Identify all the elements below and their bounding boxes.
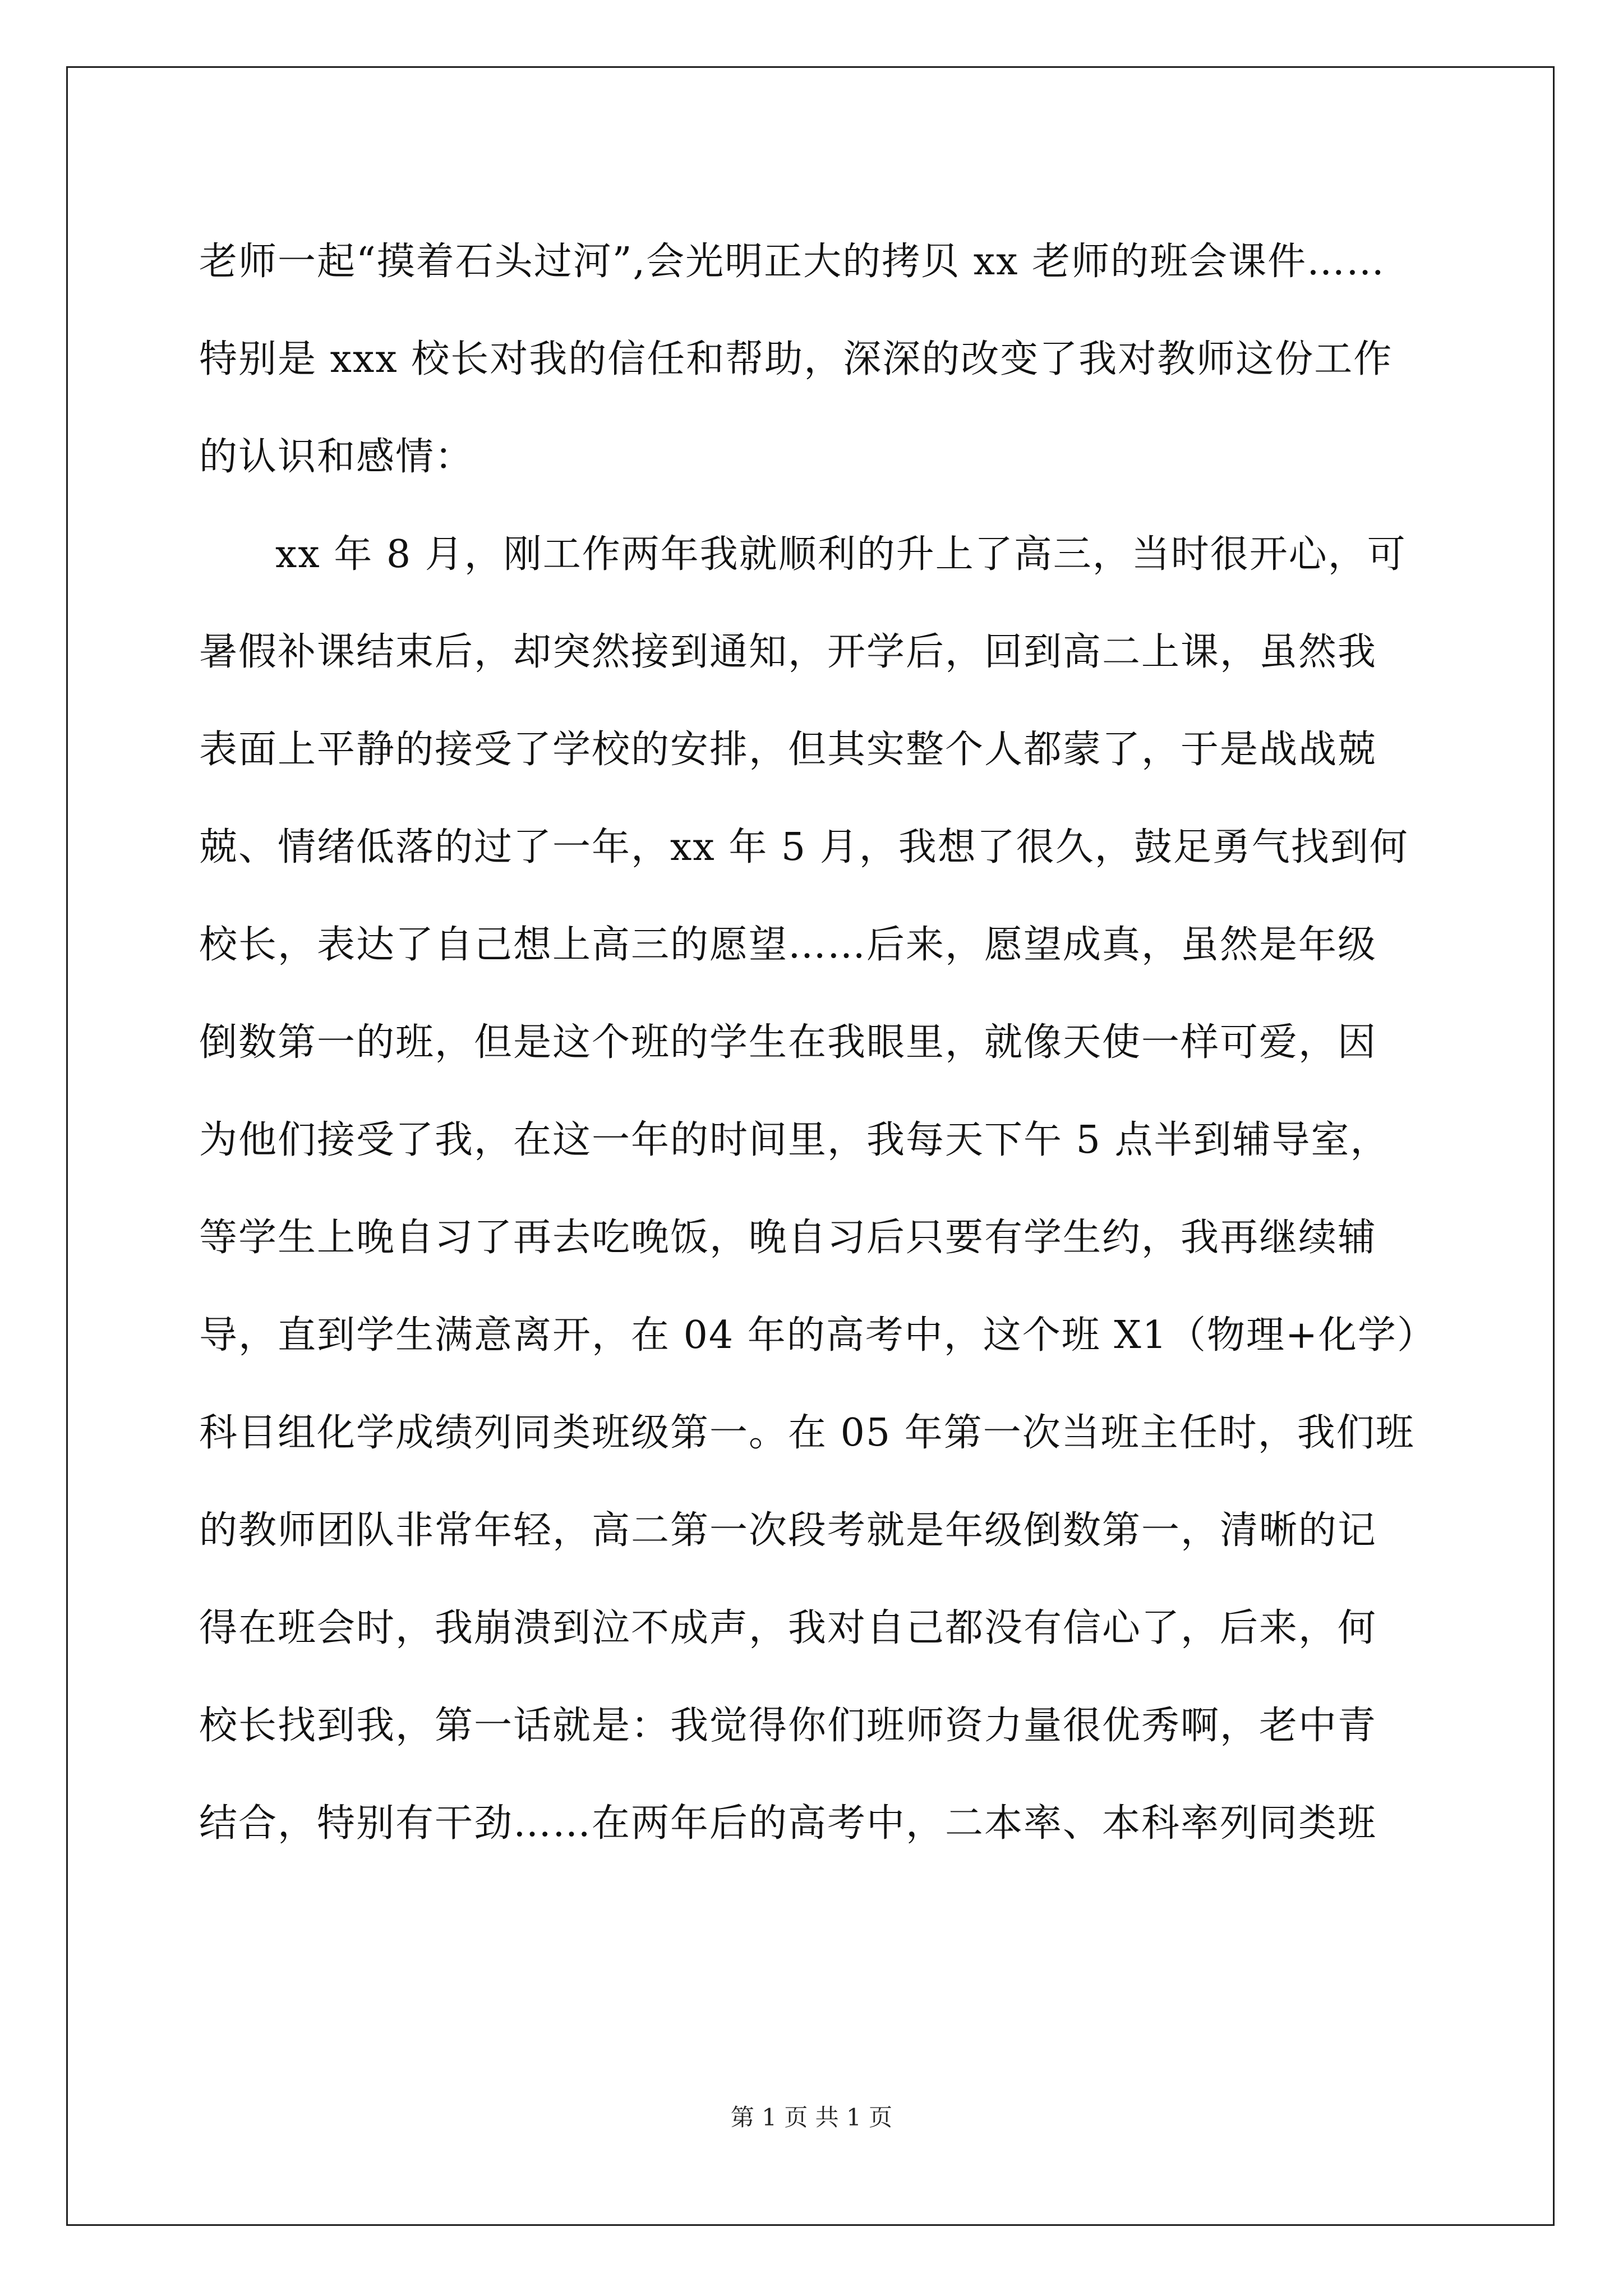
text-line: 倒数第一的班，但是这个班的学生在我眼里，就像天使一样可爱，因 — [199, 1020, 1377, 1065]
text-line: 等学生上晚自习了再去吃晚饭，晚自习后只要有学生约，我再继续辅 — [199, 1216, 1377, 1260]
text-line: 校长找到我，第一话就是：我觉得你们班师资力量很优秀啊，老中青 — [199, 1704, 1377, 1748]
text-line: 表面上平静的接受了学校的安排，但其实整个人都蒙了，于是战战兢 — [199, 728, 1377, 772]
text-line: 导，直到学生满意离开，在 04 年的高考中，这个班 X1（物理+化学） — [199, 1313, 1437, 1358]
text-line: 老师一起“摸着石头过河”,会光明正大的拷贝 xx 老师的班会课件…… — [199, 240, 1386, 284]
text-line: 结合，特别有干劲……在两年后的高考中，二本率、本科率列同类班 — [199, 1801, 1377, 1846]
text-line: 的认识和感情： — [199, 435, 474, 479]
text-line-paragraph-start: xx 年 8 月，刚工作两年我就顺利的升上了高三，当时很开心，可 — [275, 532, 1407, 577]
text-line: 得在班会时，我崩溃到泣不成声，我对自己都没有信心了，后来，何 — [199, 1606, 1377, 1650]
text-line: 校长，表达了自己想上高三的愿望……后来，愿望成真，虽然是年级 — [199, 923, 1377, 967]
text-line: 科目组化学成绩列同类班级第一。在 05 年第一次当班主任时，我们班 — [199, 1411, 1415, 1455]
page-number-footer: 第 1 页 共 1 页 — [730, 2104, 893, 2131]
text-line: 为他们接受了我，在这一年的时间里，我每天下午 5 点半到辅导室， — [199, 1118, 1390, 1162]
text-line: 特别是 xxx 校长对我的信任和帮助，深深的改变了我对教师这份工作 — [199, 337, 1393, 381]
document-body — [199, 213, 1437, 1872]
text-line: 兢、情绪低落的过了一年，xx 年 5 月，我想了很久，鼓足勇气找到何 — [199, 825, 1409, 869]
text-line: 暑假补课结束后，却突然接到通知，开学后，回到高二上课，虽然我 — [199, 630, 1377, 674]
text-line: 的教师团队非常年轻，高二第一次段考就是年级倒数第一，清晰的记 — [199, 1508, 1377, 1553]
